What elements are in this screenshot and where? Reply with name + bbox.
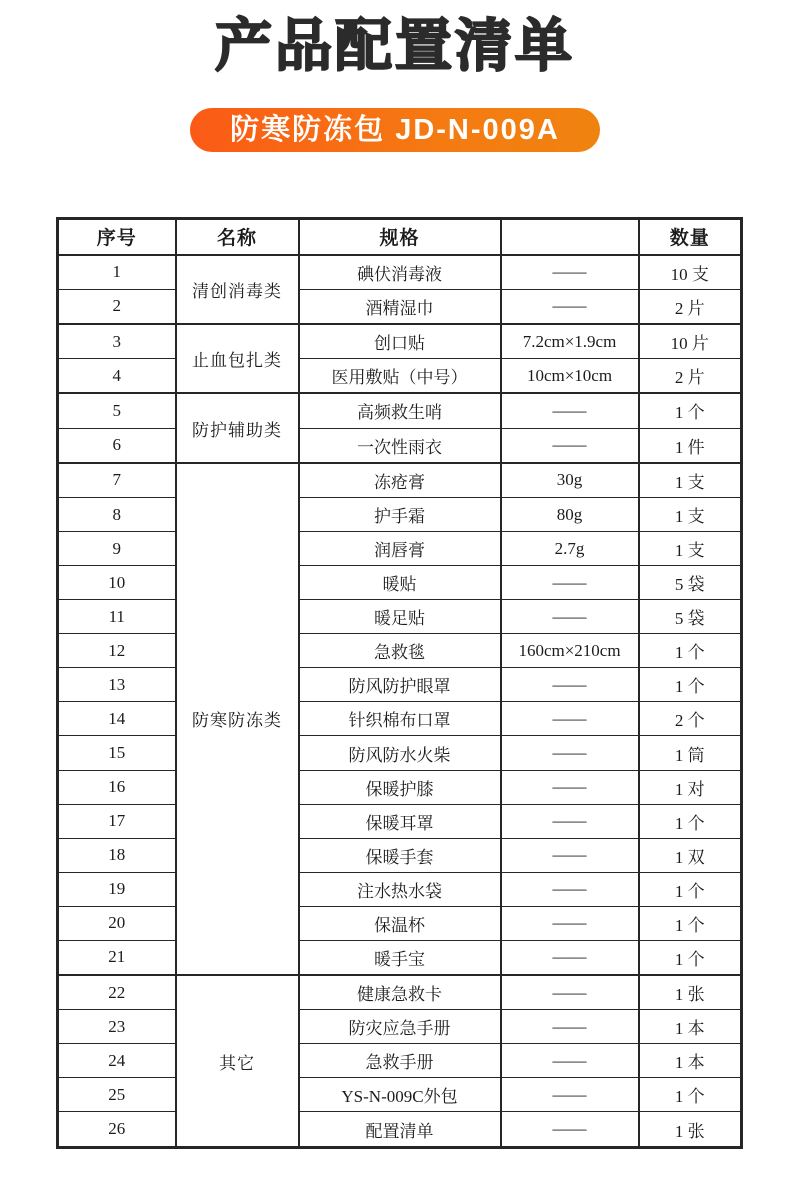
header-cell-quantity: 数量 xyxy=(639,219,742,255)
table-row xyxy=(58,838,742,872)
item-qty-cell: 1 个 xyxy=(639,940,742,975)
item-name-cell: 医用敷贴（中号） xyxy=(299,359,501,394)
item-qty-cell: 10 片 xyxy=(639,324,742,359)
row-number-cell: 25 xyxy=(58,1078,176,1112)
item-spec-cell: —— xyxy=(501,804,639,838)
badge-row xyxy=(0,108,790,152)
table-row xyxy=(58,289,742,324)
row-number-cell: 10 xyxy=(58,566,176,600)
row-number-cell: 3 xyxy=(58,324,176,359)
item-name-cell: 润唇膏 xyxy=(299,532,501,566)
item-spec-cell: —— xyxy=(501,872,639,906)
table-row xyxy=(58,668,742,702)
item-name-cell: 酒精湿巾 xyxy=(299,289,501,324)
table-row xyxy=(58,498,742,532)
row-number-cell: 5 xyxy=(58,393,176,428)
item-name-cell: 保暖耳罩 xyxy=(299,804,501,838)
item-qty-cell: 1 本 xyxy=(639,1044,742,1078)
row-number-cell: 14 xyxy=(58,702,176,736)
table-row xyxy=(58,393,742,428)
item-qty-cell: 1 对 xyxy=(639,770,742,804)
row-number-cell: 16 xyxy=(58,770,176,804)
item-spec-cell: —— xyxy=(501,736,639,770)
header-cell-name: 规格 xyxy=(299,219,501,255)
table-row xyxy=(58,255,742,290)
row-number-cell: 24 xyxy=(58,1044,176,1078)
item-spec-cell: —— xyxy=(501,838,639,872)
category-cell: 防护辅助类 xyxy=(176,393,299,462)
item-spec-cell: —— xyxy=(501,566,639,600)
item-qty-cell: 1 筒 xyxy=(639,736,742,770)
category-cell: 其它 xyxy=(176,975,299,1147)
config-table-body xyxy=(58,255,742,1148)
category-cell: 防寒防冻类 xyxy=(176,463,299,975)
item-name-cell: 注水热水袋 xyxy=(299,872,501,906)
category-cell: 止血包扎类 xyxy=(176,324,299,393)
row-number-cell: 8 xyxy=(58,498,176,532)
item-name-cell: 急救手册 xyxy=(299,1044,501,1078)
config-table-header xyxy=(58,219,742,255)
config-table-container xyxy=(56,217,743,1149)
item-name-cell: YS-N-009C外包 xyxy=(299,1078,501,1112)
row-number-cell: 21 xyxy=(58,940,176,975)
row-number-cell: 23 xyxy=(58,1010,176,1044)
item-name-cell: 防灾应急手册 xyxy=(299,1010,501,1044)
row-number-cell: 1 xyxy=(58,255,176,290)
header-row xyxy=(58,219,742,255)
table-row xyxy=(58,770,742,804)
item-qty-cell: 1 个 xyxy=(639,393,742,428)
table-row xyxy=(58,600,742,634)
table-row xyxy=(58,324,742,359)
item-name-cell: 高频救生哨 xyxy=(299,393,501,428)
table-row xyxy=(58,804,742,838)
item-qty-cell: 1 本 xyxy=(639,1010,742,1044)
row-number-cell: 22 xyxy=(58,975,176,1010)
item-spec-cell: —— xyxy=(501,600,639,634)
item-qty-cell: 1 张 xyxy=(639,1112,742,1148)
row-number-cell: 7 xyxy=(58,463,176,498)
item-name-cell: 创口贴 xyxy=(299,324,501,359)
table-row xyxy=(58,566,742,600)
row-number-cell: 9 xyxy=(58,532,176,566)
table-row xyxy=(58,1044,742,1078)
item-name-cell: 碘伏消毒液 xyxy=(299,255,501,290)
item-qty-cell: 2 片 xyxy=(639,289,742,324)
item-name-cell: 保温杯 xyxy=(299,906,501,940)
item-spec-cell: 30g xyxy=(501,463,639,498)
item-spec-cell: —— xyxy=(501,1112,639,1148)
item-qty-cell: 2 个 xyxy=(639,702,742,736)
table-row xyxy=(58,702,742,736)
item-spec-cell: —— xyxy=(501,906,639,940)
row-number-cell: 15 xyxy=(58,736,176,770)
item-spec-cell: —— xyxy=(501,940,639,975)
item-spec-cell: —— xyxy=(501,289,639,324)
table-row xyxy=(58,1112,742,1148)
item-name-cell: 保暖护膝 xyxy=(299,770,501,804)
item-qty-cell: 5 袋 xyxy=(639,566,742,600)
row-number-cell: 12 xyxy=(58,634,176,668)
item-qty-cell: 1 个 xyxy=(639,668,742,702)
item-qty-cell: 2 片 xyxy=(639,359,742,394)
row-number-cell: 20 xyxy=(58,906,176,940)
header-cell-spec xyxy=(501,219,639,255)
row-number-cell: 6 xyxy=(58,428,176,463)
table-row xyxy=(58,736,742,770)
item-spec-cell: —— xyxy=(501,1078,639,1112)
item-name-cell: 防风防水火柴 xyxy=(299,736,501,770)
item-qty-cell: 1 支 xyxy=(639,532,742,566)
item-qty-cell: 1 个 xyxy=(639,634,742,668)
item-name-cell: 护手霜 xyxy=(299,498,501,532)
item-qty-cell: 1 个 xyxy=(639,1078,742,1112)
item-name-cell: 暖贴 xyxy=(299,566,501,600)
item-spec-cell: —— xyxy=(501,770,639,804)
table-row xyxy=(58,906,742,940)
category-cell: 清创消毒类 xyxy=(176,255,299,324)
product-model-badge: 防寒防冻包 JD-N-009A xyxy=(190,108,600,152)
item-spec-cell: 80g xyxy=(501,498,639,532)
table-row xyxy=(58,940,742,975)
item-name-cell: 针织棉布口罩 xyxy=(299,702,501,736)
row-number-cell: 26 xyxy=(58,1112,176,1148)
item-qty-cell: 5 袋 xyxy=(639,600,742,634)
item-spec-cell: 2.7g xyxy=(501,532,639,566)
item-spec-cell: —— xyxy=(501,668,639,702)
table-row xyxy=(58,463,742,498)
item-name-cell: 急救毯 xyxy=(299,634,501,668)
table-row xyxy=(58,1078,742,1112)
item-name-cell: 暖足贴 xyxy=(299,600,501,634)
table-row xyxy=(58,359,742,394)
table-row xyxy=(58,872,742,906)
table-row xyxy=(58,975,742,1010)
row-number-cell: 13 xyxy=(58,668,176,702)
item-qty-cell: 1 件 xyxy=(639,428,742,463)
item-spec-cell: —— xyxy=(501,1044,639,1078)
item-qty-cell: 1 个 xyxy=(639,906,742,940)
row-number-cell: 4 xyxy=(58,359,176,394)
table-row xyxy=(58,428,742,463)
item-qty-cell: 10 支 xyxy=(639,255,742,290)
item-qty-cell: 1 支 xyxy=(639,498,742,532)
item-name-cell: 一次性雨衣 xyxy=(299,428,501,463)
header-cell-number: 序号 xyxy=(58,219,176,255)
row-number-cell: 2 xyxy=(58,289,176,324)
row-number-cell: 19 xyxy=(58,872,176,906)
item-qty-cell: 1 支 xyxy=(639,463,742,498)
item-qty-cell: 1 双 xyxy=(639,838,742,872)
item-spec-cell: 160cm×210cm xyxy=(501,634,639,668)
item-spec-cell: 7.2cm×1.9cm xyxy=(501,324,639,359)
item-spec-cell: —— xyxy=(501,393,639,428)
item-spec-cell: —— xyxy=(501,702,639,736)
row-number-cell: 17 xyxy=(58,804,176,838)
table-row xyxy=(58,1010,742,1044)
item-spec-cell: 10cm×10cm xyxy=(501,359,639,394)
item-qty-cell: 1 个 xyxy=(639,872,742,906)
item-spec-cell: —— xyxy=(501,975,639,1010)
item-name-cell: 配置清单 xyxy=(299,1112,501,1148)
row-number-cell: 18 xyxy=(58,838,176,872)
item-spec-cell: —— xyxy=(501,428,639,463)
item-name-cell: 防风防护眼罩 xyxy=(299,668,501,702)
table-row xyxy=(58,532,742,566)
item-spec-cell: —— xyxy=(501,1010,639,1044)
table-row xyxy=(58,634,742,668)
item-name-cell: 健康急救卡 xyxy=(299,975,501,1010)
config-table xyxy=(56,217,743,1149)
item-qty-cell: 1 个 xyxy=(639,804,742,838)
header-cell-category: 名称 xyxy=(176,219,299,255)
row-number-cell: 11 xyxy=(58,600,176,634)
item-name-cell: 保暖手套 xyxy=(299,838,501,872)
page-title: 产品配置清单 xyxy=(215,14,575,78)
item-name-cell: 冻疮膏 xyxy=(299,463,501,498)
item-spec-cell: —— xyxy=(501,255,639,290)
item-qty-cell: 1 张 xyxy=(639,975,742,1010)
item-name-cell: 暖手宝 xyxy=(299,940,501,975)
